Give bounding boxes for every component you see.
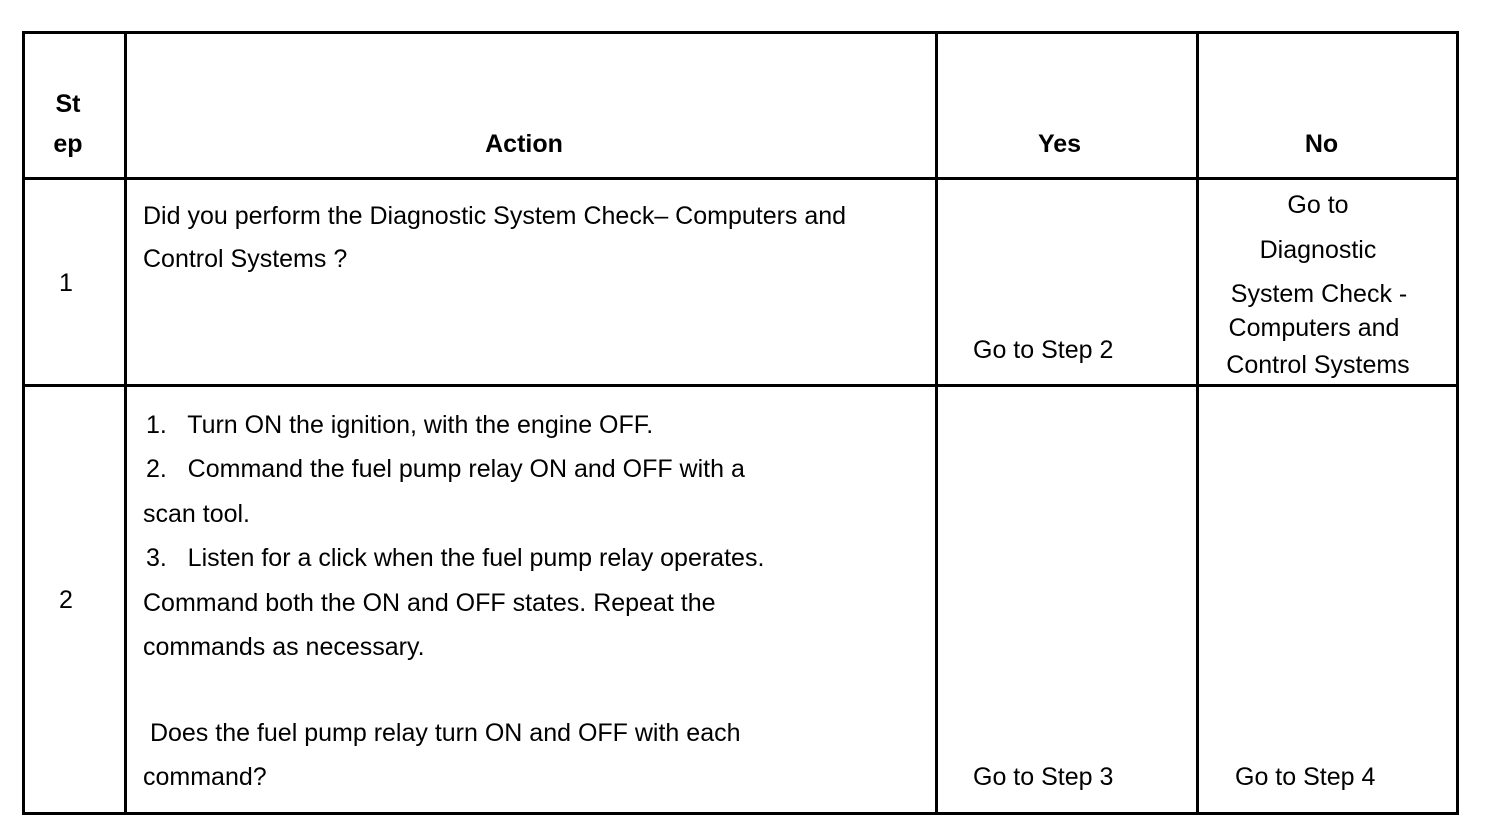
header-action: Action — [485, 130, 563, 158]
row2-action-line4: 3. Listen for a click when the fuel pump relay operates. — [146, 544, 765, 572]
table-border-bottom — [22, 812, 1459, 815]
table-border-top — [22, 31, 1459, 34]
header-step-line1: St — [55, 90, 81, 118]
row1-no-line3: System Check - — [1230, 280, 1408, 308]
row2-action-line3: scan tool. — [143, 500, 251, 528]
table-border-right — [1456, 31, 1459, 815]
header-yes: Yes — [1037, 130, 1082, 158]
header-divider — [22, 177, 1459, 180]
header-no: No — [1304, 130, 1339, 158]
row2-step: 2 — [59, 586, 73, 614]
header-step-line2: ep — [53, 130, 83, 158]
row1-step: 1 — [59, 269, 73, 297]
row2-action-line1: 1. Turn ON the ignition, with the engine OFF. — [146, 411, 654, 439]
row1-no-line2: Diagnostic — [1259, 236, 1377, 264]
row2-action-line5: Command both the ON and OFF states. Repeat the — [143, 589, 716, 617]
row2-action-line7: Does the fuel pump relay turn ON and OFF with each — [143, 719, 741, 747]
row2-no: Go to Step 4 — [1235, 763, 1376, 791]
row2-yes: Go to Step 3 — [973, 763, 1114, 791]
row1-yes: Go to Step 2 — [973, 336, 1114, 364]
row1-no-line5: Control Systems — [1226, 351, 1410, 379]
row1-no-line1: Go to — [1287, 191, 1349, 219]
row2-action-line6: commands as necessary. — [143, 633, 425, 661]
row1-action-line2: Control Systems ? — [143, 245, 348, 273]
row1-no-line4: Computers and — [1228, 314, 1400, 342]
row2-action-line2: 2. Command the fuel pump relay ON and OFF with a — [146, 455, 745, 483]
row2-action-line8: command? — [143, 763, 267, 791]
row1-action-line1: Did you perform the Diagnostic System Check– Computers and — [143, 202, 847, 230]
row-divider — [22, 384, 1459, 387]
